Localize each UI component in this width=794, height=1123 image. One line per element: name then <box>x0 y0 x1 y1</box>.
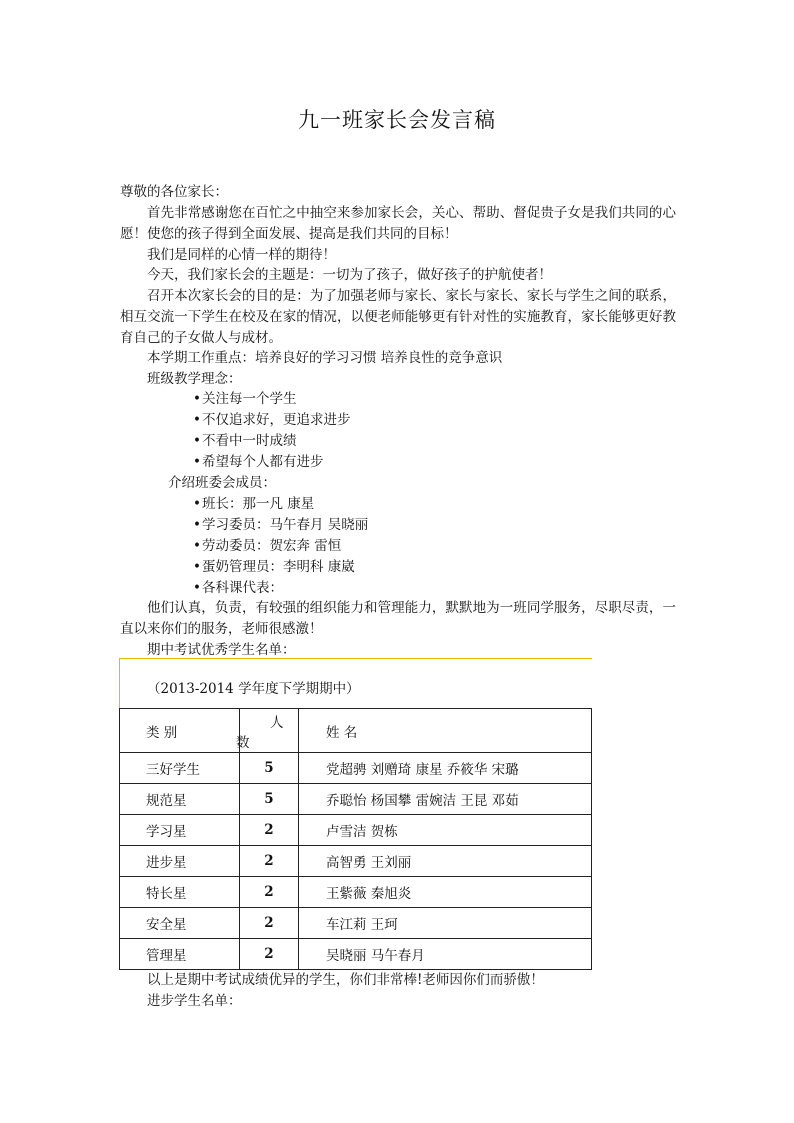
row-category: 规范星 <box>120 784 240 815</box>
table-header-row <box>120 709 592 753</box>
philosophy-item: •不仅追求好，更追求进步 <box>193 412 351 428</box>
row-category: 特长星 <box>120 877 240 908</box>
header-category: 类 别 <box>120 709 240 753</box>
row-count: 2 <box>240 939 299 970</box>
row-names: 党超骋 刘赠琦 康星 乔筱华 宋璐 <box>299 753 592 784</box>
row-category: 学习星 <box>120 815 240 846</box>
progress-list-title: 进步学生名单： <box>147 993 242 1009</box>
row-names: 乔聪怡 杨国攀 雷婉洁 王昆 邓茹 <box>299 784 592 815</box>
row-count: 2 <box>240 815 299 846</box>
table-row <box>120 908 592 939</box>
row-names: 高智勇 王刘丽 <box>299 846 592 877</box>
committee-item: •劳动委员：贺宏奔 雷恒 <box>193 538 342 554</box>
document-title: 九一班家长会发言稿 <box>298 108 496 132</box>
row-names: 卢雪洁 贺栋 <box>299 815 592 846</box>
exam-list-title: 期中考试优秀学生名单： <box>147 642 296 658</box>
table-row <box>120 753 592 784</box>
row-count: 2 <box>240 908 299 939</box>
paragraph-philosophy-title: 班级教学理念： <box>147 371 242 387</box>
honor-table <box>119 708 592 970</box>
bullet-icon: • <box>193 580 201 596</box>
bullet-icon: • <box>193 391 201 407</box>
committee-intro: 介绍班委会成员： <box>168 475 276 491</box>
bullet-icon: • <box>193 454 201 470</box>
table-row <box>120 877 592 908</box>
bullet-icon: • <box>193 496 201 512</box>
bullet-icon: • <box>193 538 201 554</box>
committee-item: •班长：那一凡 康星 <box>193 496 315 512</box>
bullet-icon: • <box>193 517 201 533</box>
philosophy-item: •不看中一时成绩 <box>193 433 297 449</box>
bullet-icon: • <box>193 559 201 575</box>
greeting: 尊敬的各位家长： <box>120 184 228 200</box>
committee-item: •各科课代表： <box>193 580 283 596</box>
row-count: 5 <box>240 784 299 815</box>
row-category: 进步星 <box>120 846 240 877</box>
committee-item: •学习委员：马午春月 吴晓丽 <box>193 517 369 533</box>
paragraph-committee-praise: 他们认真，负责，有较强的组织能力和管理能力，默默地为一班同学服务，尽职尽责，一直以来你们的服务，老师很感激！ <box>120 600 676 637</box>
paragraph-theme: 今天，我们家长会的主题是：一切为了孩子，做好孩子的护航使者！ <box>147 267 552 283</box>
row-names: 吴晓丽 马午春月 <box>299 939 592 970</box>
row-category: 三好学生 <box>120 753 240 784</box>
row-names: 车江莉 王珂 <box>299 908 592 939</box>
paragraph-exam-praise: 以上是期中考试成绩优异的学生，你们非常棒!老师因你们而骄傲！ <box>147 972 544 988</box>
philosophy-item: •关注每一个学生 <box>193 391 297 407</box>
row-names: 王紫薇 秦旭炎 <box>299 877 592 908</box>
paragraph-focus: 本学期工作重点：培养良好的学习习惯 培养良性的竞争意识 <box>147 350 503 366</box>
philosophy-item: •希望每个人都有进步 <box>193 454 324 470</box>
row-count: 2 <box>240 846 299 877</box>
row-count: 2 <box>240 877 299 908</box>
header-names: 姓 名 <box>299 709 592 753</box>
row-category: 管理星 <box>120 939 240 970</box>
paragraph-thanks: 首先非常感谢您在百忙之中抽空来参加家长会，关心、帮助、督促贵子女是我们共同的心愿！使您的孩子得到全面发展、提高是我们共同的目标！ <box>120 205 676 242</box>
header-count: 人 数 <box>240 709 299 753</box>
table-row <box>120 939 592 970</box>
table-row <box>120 815 592 846</box>
paragraph-same-expectation: 我们是同样的心情一样的期待！ <box>147 247 336 263</box>
paragraph-purpose: 召开本次家长会的目的是：为了加强老师与家长、家长与家长、家长与学生之间的联系，相互交流一下学生在校及在家的情况，以便老师能够更有针对性的实施教育，家长能够更好教育自己的子女做人与成材。 <box>120 288 676 346</box>
bullet-icon: • <box>193 412 201 428</box>
bullet-icon: • <box>193 433 201 449</box>
row-count: 5 <box>240 753 299 784</box>
table-row <box>120 846 592 877</box>
committee-item: •蛋奶管理员：李明科 康崴 <box>193 559 355 575</box>
table-row <box>120 784 592 815</box>
row-category: 安全星 <box>120 908 240 939</box>
term-label: （2013-2014 学年度下学期期中） <box>147 681 360 697</box>
